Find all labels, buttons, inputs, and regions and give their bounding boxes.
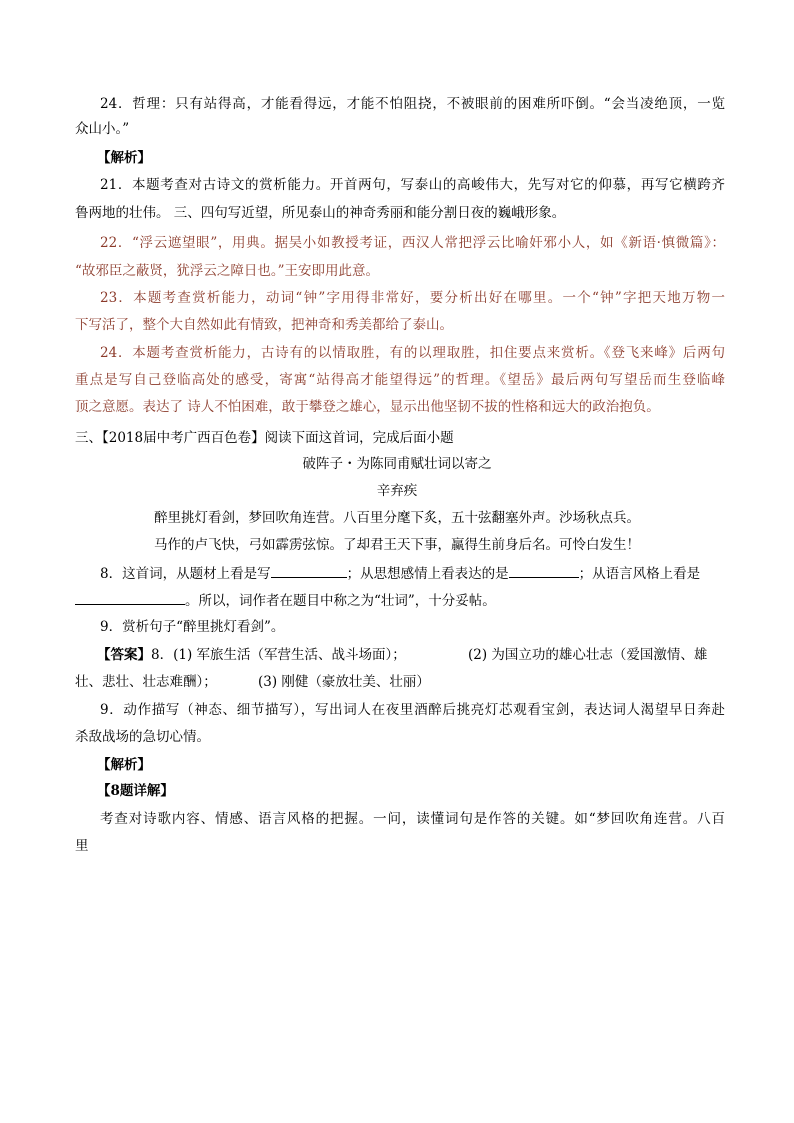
poem-line-2: 马作的卢飞快，弓如霹雳弦惊。了却君王天下事，赢得生前身后名。可怜白发生！ [154, 537, 640, 553]
a21-line-2: 鲁两地的壮伟。 三、四句写近望，所见泰山的神奇秀丽和能分割日夜的巍峨形象。 [75, 205, 566, 221]
poem-line-1: 醉里挑灯看剑，梦回吹角连营。八百里分麾下炙，五十弦翻塞外声。沙场秋点兵。 [154, 510, 640, 526]
section-3-heading: 三、【2018届中考广西百色卷】阅读下面这首词，完成后面小题 [75, 430, 454, 446]
a21-line-1: 21．本题考查对古诗文的赏析能力。开首两句，写泰山的高峻伟大，先写对它的仰慕，再写它横跨齐 [100, 177, 725, 193]
answer-8-line-1 [97, 645, 406, 665]
answer-8-part-b: (2) 为国立功的雄心壮志（爱国激情、雄 [468, 647, 708, 663]
q8-blank-2[interactable] [509, 563, 579, 578]
a24-line-1: 24．本题考查赏析能力，古诗有的以情取胜，有的以理取胜，扣住要点来赏析。《登飞来峰》后两句 [100, 345, 725, 361]
answer-9-line-2: 杀敌战场的急切心情。 [75, 729, 210, 745]
question-9: 9．赏析句子“醉里挑灯看剑”。 [100, 619, 285, 635]
q8-part-3: ；从语言风格上看是 [578, 566, 701, 582]
detail-8-line-1: 考查对诗歌内容、情感、语言风格的把握。一问，读懂词句是作答的关键。如“梦回吹角连营。八百 [100, 811, 725, 827]
q8-part-4: 。所以，词作者在题目中称之为“壮词”，十分妥帖。 [185, 593, 496, 609]
a24-line-2: 重点是写自己登临高处的感受，寄寓“站得高才能望得远”的哲理。《望岳》最后两句写望岳而生登临峰 [75, 372, 725, 388]
q8-part-2: ；从思想感情上看表达的是 [346, 566, 509, 582]
a23-line-2: 下写活了，整个大自然如此有情致，把神奇和秀美都给了泰山。 [75, 317, 453, 333]
answer-8-part-d: (3) 刚健（豪放壮美、壮丽） [258, 674, 430, 690]
a22-line-1: 22．“浮云遮望眼”，用典。据吴小如教授考证，西汉人常把浮云比喻奸邪小人，如《新语·慎微篇》： [100, 235, 725, 251]
answer-9-line-1: 9．动作描写（神态、细节描写），写出词人在夜里酒醉后挑亮灯芯观看宝剑，表达词人渴望早日奔赴 [100, 702, 725, 718]
analysis-heading-2: 【解析】 [97, 757, 151, 773]
a23-line-1: 23．本题考查赏析能力，动词“钟”字用得非常好，要分析出好在哪里。一个“钟”字把天地万物一 [100, 290, 725, 306]
poem-title: 破阵子・为陈同甫赋壮词以寄之 [302, 456, 492, 472]
answer-label: 【答案】 [97, 647, 151, 663]
detail-8-heading: 【8题详解】 [97, 783, 174, 799]
answer-8-part-c: 壮、悲壮、壮志难酬）； [75, 674, 217, 690]
detail-8-line-2: 里 [75, 838, 89, 854]
q24-line-1: 24．哲理：只有站得高，才能看得远，才能不怕阻挠，不被眼前的困难所吓倒。“会当凌绝顶，一览 [100, 96, 725, 112]
analysis-heading-1: 【解析】 [97, 150, 151, 166]
q8-blank-3[interactable] [75, 590, 185, 605]
question-8-line-1 [100, 563, 700, 584]
answer-8-part-a: 8．(1) 军旅生活（军营生活、战斗场面）； [151, 647, 406, 663]
question-8-line-2 [75, 590, 496, 611]
q8-part-1: 8．这首词，从题材上看是写 [100, 566, 271, 582]
a24-line-3: 顶之意愿。表达了 诗人不怕困难，敢于攀登之雄心，显示出他坚韧不拔的性格和远大的政治抱负。 [75, 399, 660, 415]
q8-blank-1[interactable] [271, 563, 347, 578]
q24-line-2: 众山小。” [75, 121, 130, 137]
a22-line-2: “故邪臣之蔽贤，犹浮云之障日也。”王安即用此意。 [75, 263, 380, 279]
poem-author: 辛弃疾 [376, 483, 418, 499]
